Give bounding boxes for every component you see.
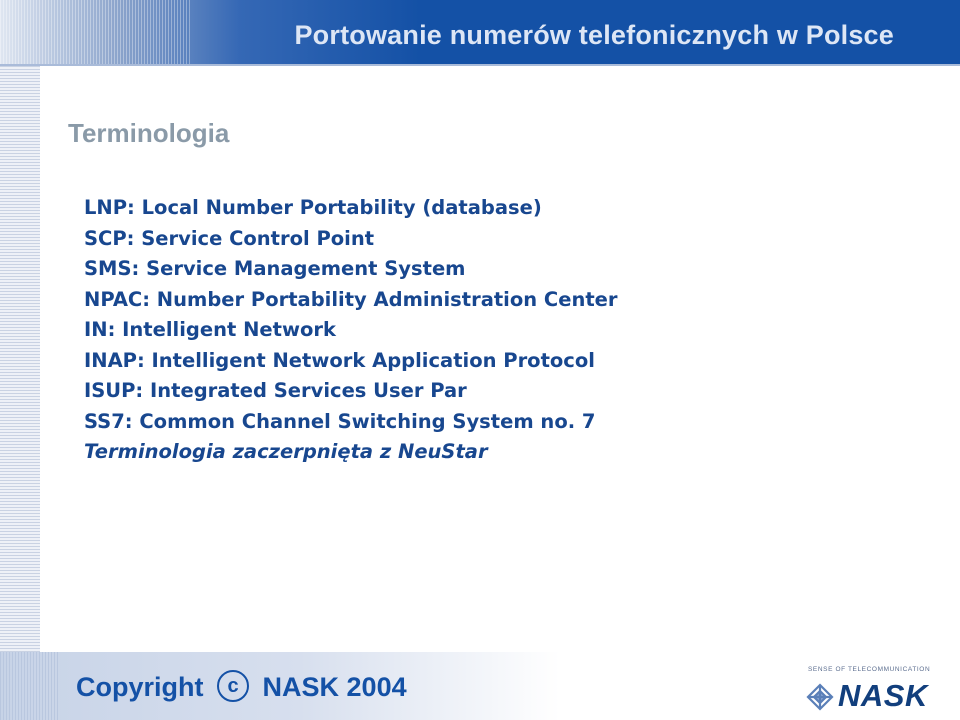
term-item: ISUP: Integrated Services User Par <box>84 379 467 402</box>
terminology-list <box>84 193 618 468</box>
copyright-symbol: c <box>217 670 249 702</box>
nask-logo-icon <box>806 683 834 711</box>
left-decorative-strip <box>0 66 40 652</box>
term-item: LNP: Local Number Portability (database) <box>84 196 542 219</box>
term-item: SS7: Common Channel Switching System no. 7 <box>84 409 596 433</box>
copyright-notice <box>76 672 407 705</box>
term-item: NPAC: Number Portability Administration Center <box>84 287 618 311</box>
header-band <box>0 0 960 66</box>
source-note: Terminologia zaczerpnięta z NeuStar <box>84 440 488 463</box>
copyright-suffix: NASK 2004 <box>262 672 407 702</box>
term-item: SMS: Service Management System <box>84 257 466 280</box>
term-item: SCP: Service Control Point <box>84 226 375 250</box>
header-divider <box>0 64 960 66</box>
logo-tagline: SENSE OF TELECOMMUNICATION <box>808 666 931 673</box>
term-item: INAP: Intelligent Network Application Protocol <box>84 348 595 372</box>
header-stripes <box>0 0 190 66</box>
nask-logo-text: NASK <box>838 678 928 713</box>
footer-stripes <box>0 652 60 720</box>
slide-title: Portowanie numerów telefonicznych w Polsce <box>294 20 894 50</box>
copyright-prefix: Copyright <box>76 672 204 702</box>
term-item: IN: Intelligent Network <box>84 318 336 341</box>
section-heading: Terminologia <box>68 118 230 148</box>
